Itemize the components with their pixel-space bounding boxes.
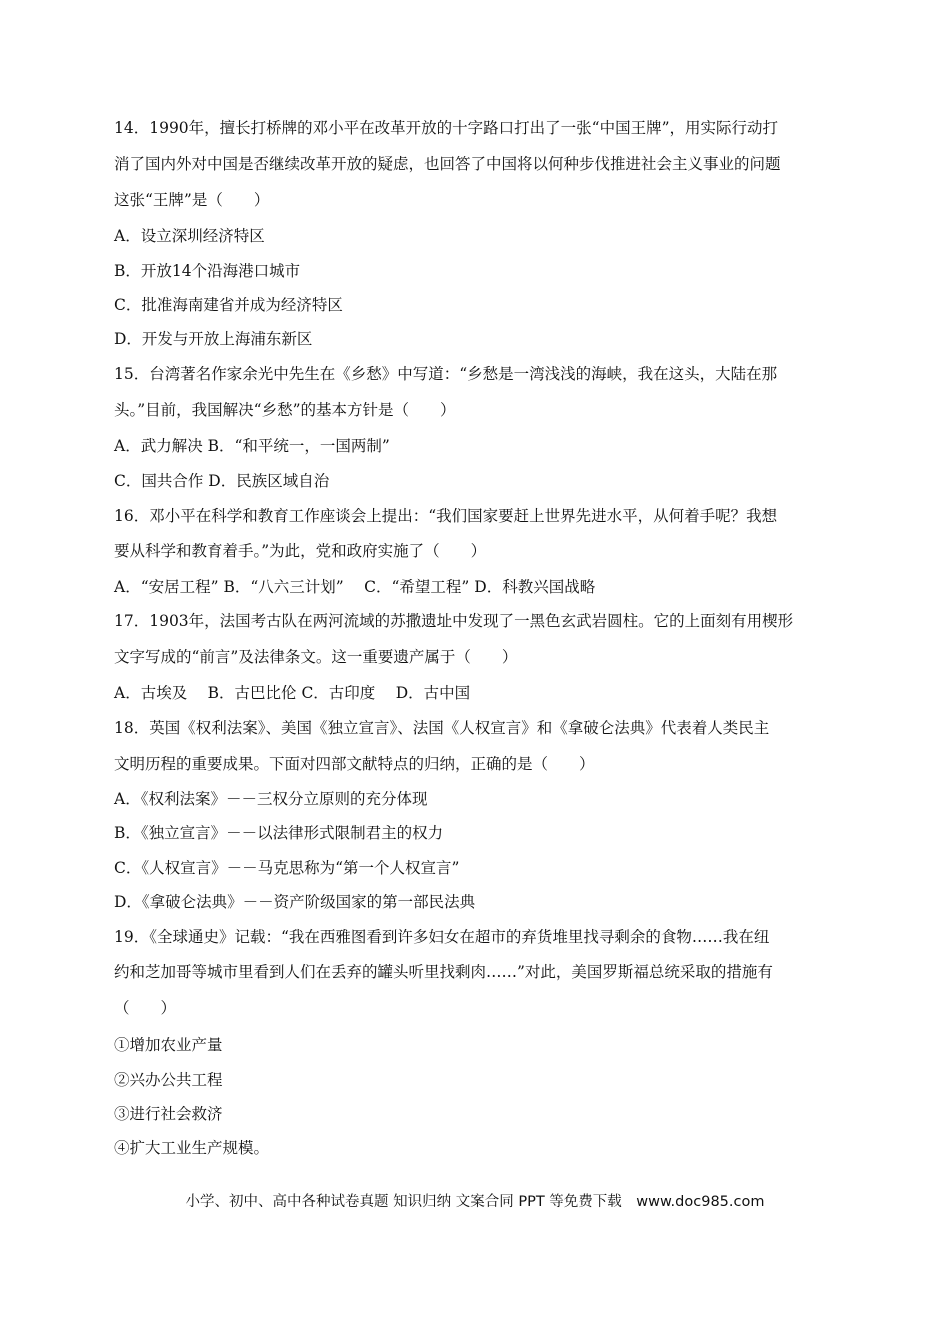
page-footer-link[interactable]: 小学、初中、高中各种试卷真题 知识归纳 文案合同 PPT 等免费下载 www.doc985.com [185,1194,765,1210]
q18-stem-line-2: 文明历程的重要成果。下面对四部文献特点的归纳，正确的是（ ） [114,755,595,773]
q14-option-b: B．开放14个沿海港口城市 [114,262,301,280]
q18-option-d: D．《拿破仑法典》－－资产阶级国家的第一部民法典 [114,893,476,911]
q19-stem-line-2: 约和芝加哥等城市里看到人们在丢弃的罐头听里找剩肉……”对此，美国罗斯福总统采取的措施有 [114,963,773,981]
q17-stem-line-2: 文字写成的“前言”及法律条文。这一重要遗产属于（ ） [114,648,518,666]
q16-options: A．“安居工程” B．“八六三计划” C．“希望工程” D．科教兴国战略 [114,578,596,596]
q14-stem-line-1: 14．1990年，擅长打桥牌的邓小平在改革开放的十字路口打出了一张“中国王牌”，用实际行动打 [114,119,779,137]
q17-stem-line-1: 17．1903年，法国考古队在两河流域的苏撒遗址中发现了一黑色玄武岩圆柱。它的上面刻有用楔形 [114,612,794,630]
q17-options: A．古埃及 B．古巴比伦 C．古印度 D．古中国 [114,684,471,702]
q15-options-cd: C．国共合作 D．民族区域自治 [114,472,330,490]
q15-stem-line-2: 头。”目前，我国解决“乡愁”的基本方针是（ ） [114,401,456,419]
q19-item-1: ①增加农业产量 [114,1036,223,1054]
q19-stem-line-3: （ ） [114,999,177,1017]
q14-option-d: D．开发与开放上海浦东新区 [114,330,313,348]
q19-stem-line-1: 19．《全球通史》记载：“我在西雅图看到许多妇女在超市的弃货堆里找寻剩余的食物……我在纽 [114,928,770,946]
q19-item-3: ③进行社会救济 [114,1105,223,1123]
q14-option-a: A．设立深圳经济特区 [114,227,265,245]
q14-option-c: C．批准海南建省并成为经济特区 [114,296,343,314]
q14-stem-line-2: 消了国内外对中国是否继续改革开放的疑虑，也回答了中国将以何种步伐推进社会主义事业的问题 [114,155,781,173]
q15-stem-line-1: 15．台湾著名作家余光中先生在《乡愁》中写道：“乡愁是一湾浅浅的海峡，我在这头，大陆在那 [114,365,778,383]
q15-options-ab: A．武力解决 B．“和平统一，一国两制” [114,437,390,455]
q18-option-b: B．《独立宣言》－－以法律形式限制君主的权力 [114,824,444,842]
q19-item-2: ②兴办公共工程 [114,1071,223,1089]
q18-stem-line-1: 18．英国《权利法案》、美国《独立宣言》、法国《人权宣言》和《拿破仑法典》代表着人类民主 [114,719,770,737]
q18-option-c: C．《人权宣言》－－马克思称为“第一个人权宣言” [114,859,460,877]
q18-option-a: A．《权利法案》－－三权分立原则的充分体现 [114,790,428,808]
q16-stem-line-1: 16．邓小平在科学和教育工作座谈会上提出：“我们国家要赶上世界先进水平，从何着手呢？我想 [114,507,778,525]
q19-item-4: ④扩大工业生产规模。 [114,1139,270,1157]
q14-stem-line-3: 这张“王牌”是（ ） [114,191,270,209]
q16-stem-line-2: 要从科学和教育着手。”为此，党和政府实施了（ ） [114,542,487,560]
